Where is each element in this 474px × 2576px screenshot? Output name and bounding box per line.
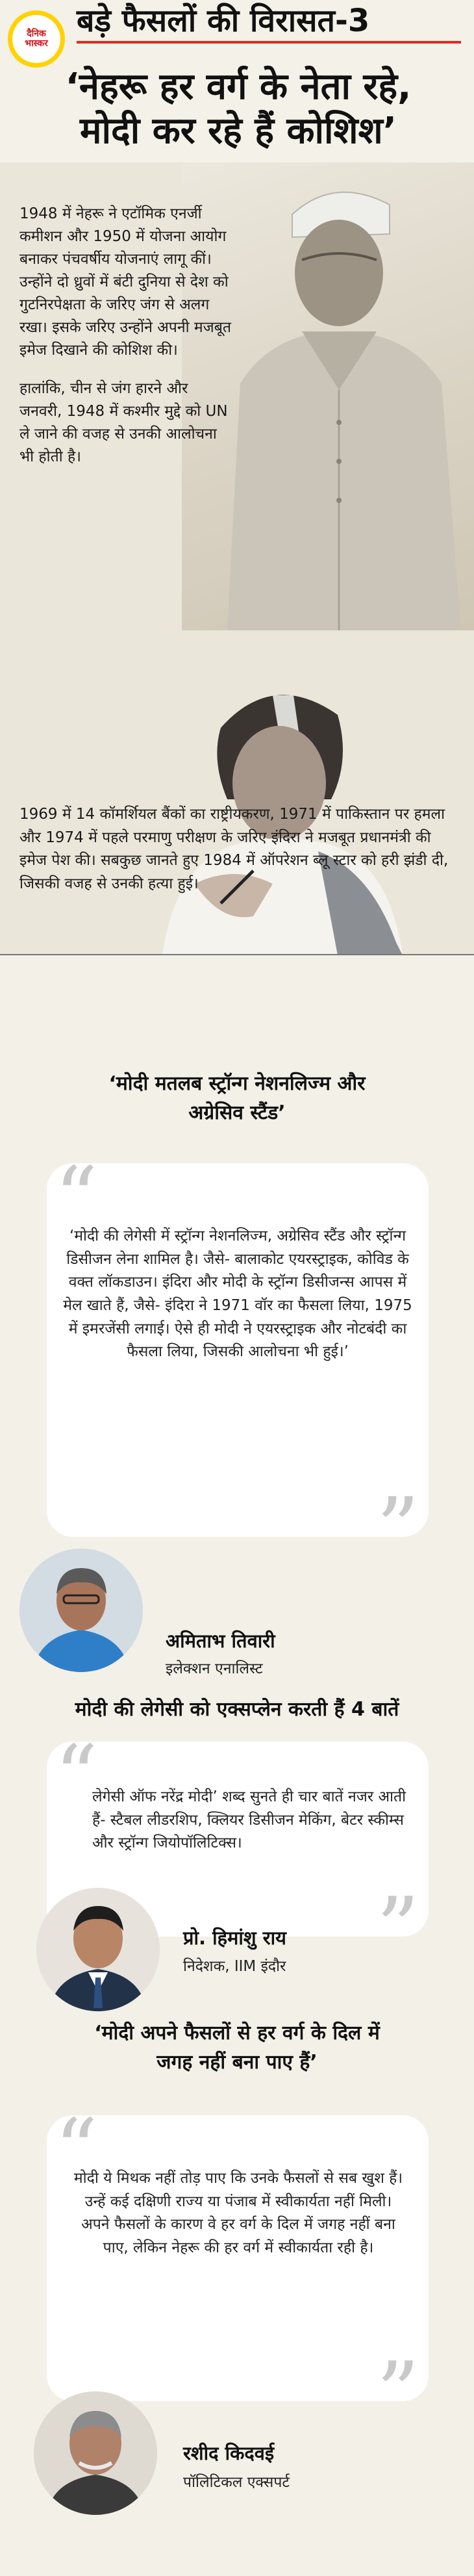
section1-heading-line2: अग्रेसिव स्टैंड’	[188, 1101, 286, 1124]
section1-person-role: इलेक्शन एनालिस्ट	[166, 1660, 263, 1677]
open-quote-icon: “	[55, 1148, 98, 1247]
section1-heading-line1: ‘मोदी मतलब स्ट्रॉन्ग नेशनलिज्म और	[108, 1072, 366, 1095]
logo-line2: भास्कर	[25, 38, 48, 49]
headline-line1: ‘नेहरू हर वर्ग के नेता रहे,	[65, 66, 412, 108]
section3-person-role: पॉलिटिकल एक्सपर्ट	[183, 2474, 290, 2491]
nehru-paragraph-2: हालांकि, चीन से जंग हारने और जनवरी, 1948 में कश्मीर मुद्दे को UN ले जाने की वजह से उनकी आलोचना भी होती है।	[19, 380, 228, 465]
section2-person-name: प्रो. हिमांशु राय	[183, 1927, 286, 1949]
section1-heading	[13, 1069, 461, 1127]
section3-quote-card	[47, 2100, 429, 2442]
close-quote-icon: ”	[376, 1879, 419, 1977]
headline	[9, 65, 468, 154]
open-quote-icon: “	[55, 2100, 98, 2199]
section1-person-name: अमिताभ तिवारी	[166, 1630, 275, 1652]
section-divider	[0, 954, 474, 955]
close-quote-icon: ”	[376, 2343, 419, 2442]
amitabh-tiwari-avatar	[19, 1549, 143, 1672]
open-quote-icon: “	[55, 1727, 98, 1825]
section1-quote-card	[47, 1148, 429, 1578]
section3-quote: मोदी ये मिथक नहीं तोड़ पाए कि उनके फैसलों से सब खुश हैं। उन्हें कई दक्षिणी राज्य या पंजाब में स्वीकार्यता नहीं मिली। अपने फैसलों के कारण वे हर वर्ग के दिल में जगह नहीं बना पाए, लेकिन नेहरू की हर वर्ग में स्वीकार्यता रही है।	[73, 2170, 403, 2256]
himanshu-rai-avatar	[36, 1888, 160, 2011]
section2-heading: मोदी की लेगेसी को एक्सप्लेन करती हैं 4 बातें	[75, 1698, 399, 1721]
headline-line2: मोदी कर रहे हैं कोशिश’	[80, 110, 397, 153]
section3-heading	[13, 2018, 461, 2077]
logo-line1: दैनिक	[27, 28, 46, 39]
section3-person-name: रशीद किदवई	[183, 2442, 275, 2464]
header	[0, 0, 474, 162]
rasheed-kidwai-avatar	[34, 2391, 157, 2515]
nehru-paragraph-1: 1948 में नेहरू ने एटॉमिक एनर्जी कमीशन और 1950 में योजना आयोग बनाकर पंचवर्षीय योजनाएं लागू कीं। उन्होंने दो ध्रुवों में बंटी दुनिया से देश को गुटनिरपेक्षता के जरिए जंग से अलग रखा। इसके जरिए उन्होंने अपनी मजबूत इमेज दिखाने की कोशिश की।	[19, 205, 231, 359]
indira-caption: 1969 में 14 कॉमर्शियल बैंकों का राष्ट्रीयकरण, 1971 में पाकिस्तान पर हमला और 1974 में पहले परमाणु परीक्षण के जरिए इंदिरा ने मजबूत प्रधानमंत्री की इमेज पेश की। सबकुछ जानते हुए 1984 में ऑपरेशन ब्लू स्टार को हरी झंडी दी, जिसकी वजह से उनकी हत्या हुई।	[19, 806, 449, 892]
section2-person-role: निदेशक, IIM इंदौर	[183, 1958, 286, 1975]
nehru-portrait	[195, 175, 474, 630]
dainik-bhaskar-logo	[8, 10, 65, 68]
section3-heading-line1: ‘मोदी अपने फैसलों से हर वर्ग के दिल में	[94, 2022, 380, 2044]
section3-heading-line2: जगह नहीं बना पाए हैं’	[156, 2051, 318, 2074]
nehru-text	[19, 203, 234, 483]
section1-quote: ‘मोदी की लेगेसी में स्ट्रॉन्ग नेशनलिज्म, अग्रेसिव स्टैंड और स्ट्रॉन्ग डिसीजन लेना शामिल है। जैसे- बालाकोट एयरस्ट्राइक, कोविड के वक्त लॉकडाउन। इंदिरा और मोदी के स्ट्रॉन्ग डिसीजन्स आपस में मेल खाते हैं, जैसे- इंदिरा ने 1971 वॉर का फैसला लिया, 1975 में इमरजेंसी लगाई। ऐसे ही मोदी ने एयरस्ट्राइक और नोटबंदी का फैसला लिया, जिसकी आलोचना भी हुई।’	[63, 1228, 412, 1361]
logo-text	[12, 15, 60, 63]
section2-quote: लेगेसी ऑफ नरेंद्र मोदी’ शब्द सुनते ही चार बातें नजर आती हैं- स्टैबल लीडरशिप, क्लियर डिसीजन मेकिंग, बेटर स्कीम्स और स्ट्रॉन्ग जियोपॉलिटिक्स।	[92, 1788, 406, 1852]
close-quote-icon: ”	[376, 1479, 419, 1578]
series-title: बड़े फैसलों की विरासत-3	[77, 4, 466, 44]
